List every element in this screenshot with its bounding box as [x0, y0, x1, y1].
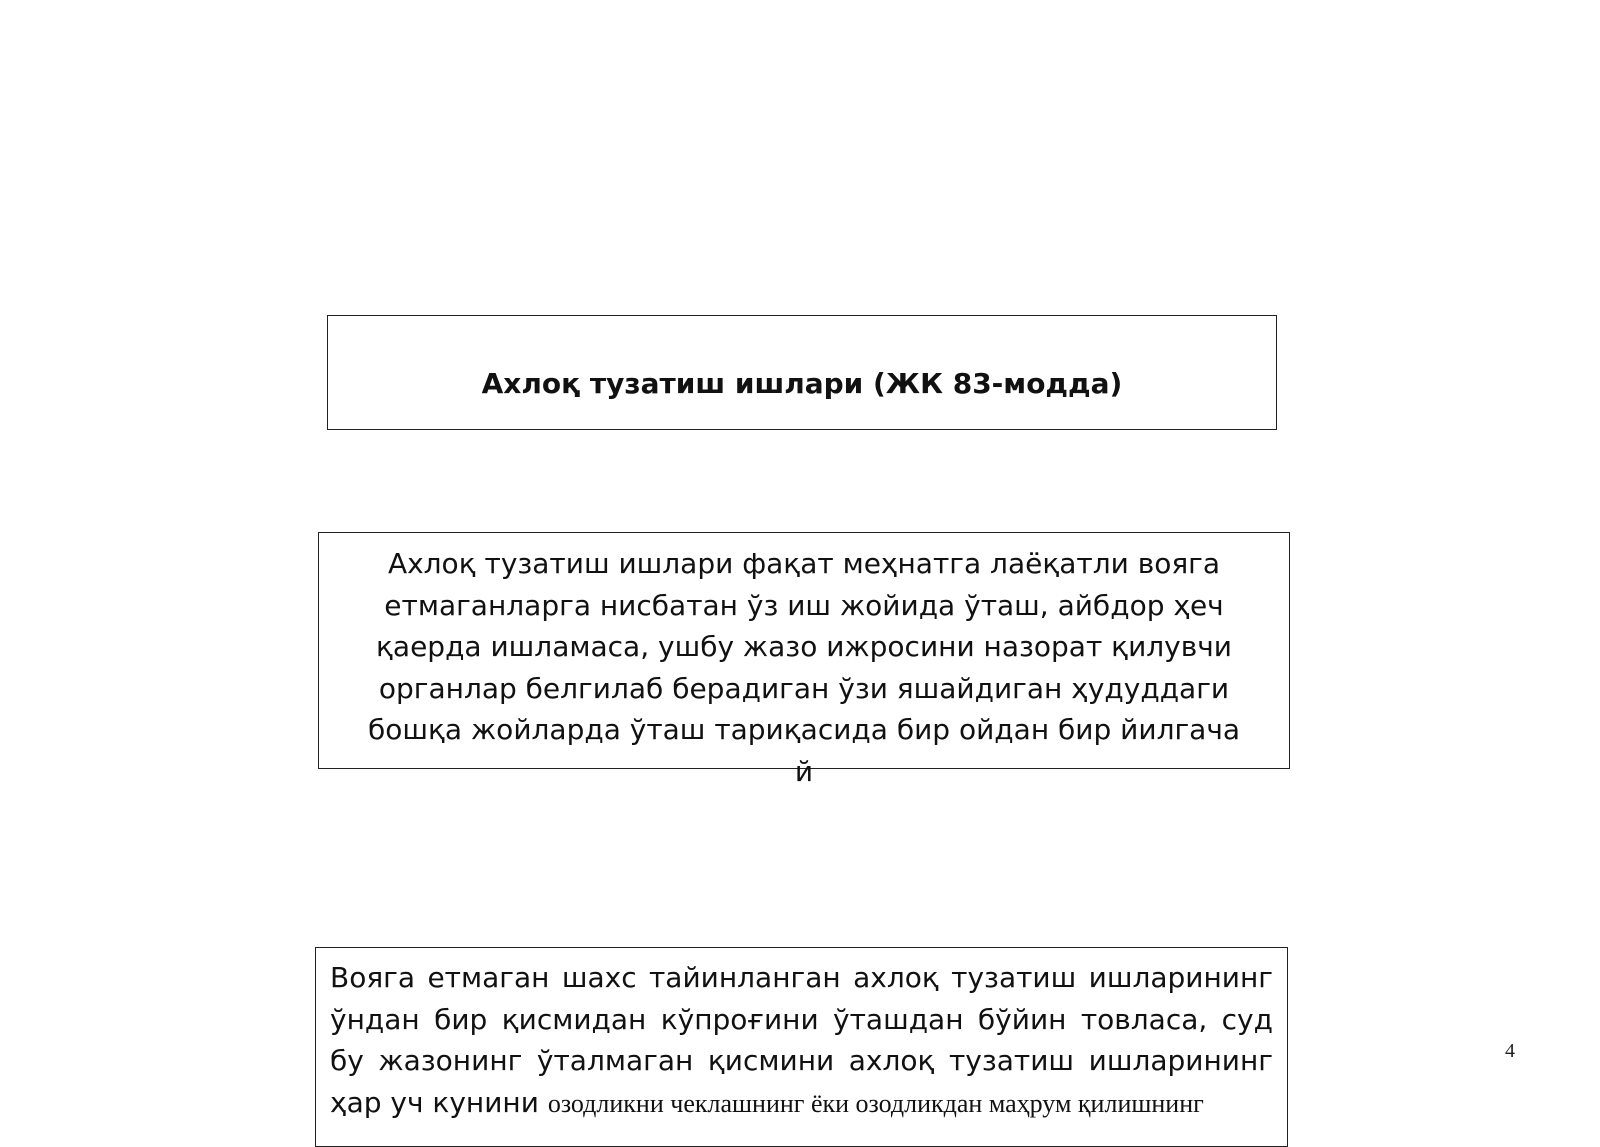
- definition-text-cut: й: [794, 754, 814, 788]
- evasion-rule-text: [330, 957, 1273, 1124]
- definition-text: [359, 543, 1249, 792]
- evasion-rule-box: [315, 947, 1288, 1147]
- slide-title: Ахлоқ тузатиш ишлари (ЖК 83-модда): [481, 367, 1123, 400]
- definition-box: [318, 532, 1290, 788]
- evasion-rule-text-main: Вояга етмаган шахс тайинланган ахлоқ тузатиш ишларининг ўндан бир қисмидан кўпроғини ўташдан бўйин товласа, суд бу жазонинг ўталмаган қисмини ахлоқ тузатиш ишларининг ҳар уч кунини: [330, 961, 1273, 1119]
- definition-text-visible: Ахлоқ тузатиш ишлари фақат меҳнатга лаёқатли вояга етмаганларга нисбатан ўз иш жойида ўташ, айбдор ҳеч қаерда ишламаса, ушбу жазо ижросини назорат қилувчи органлар белгилаб берадиган ўзи яшайдиган ҳудуддаги бошқа жойларда ўташ тариқасида бир ойдан бир йилгача: [367, 547, 1241, 746]
- evasion-rule-text-serif: озодликни чеклашнинг ёки озодликдан маҳрум қилишнинг: [547, 1088, 1204, 1118]
- page-number: 4: [1505, 1040, 1515, 1062]
- title-box: [327, 315, 1277, 430]
